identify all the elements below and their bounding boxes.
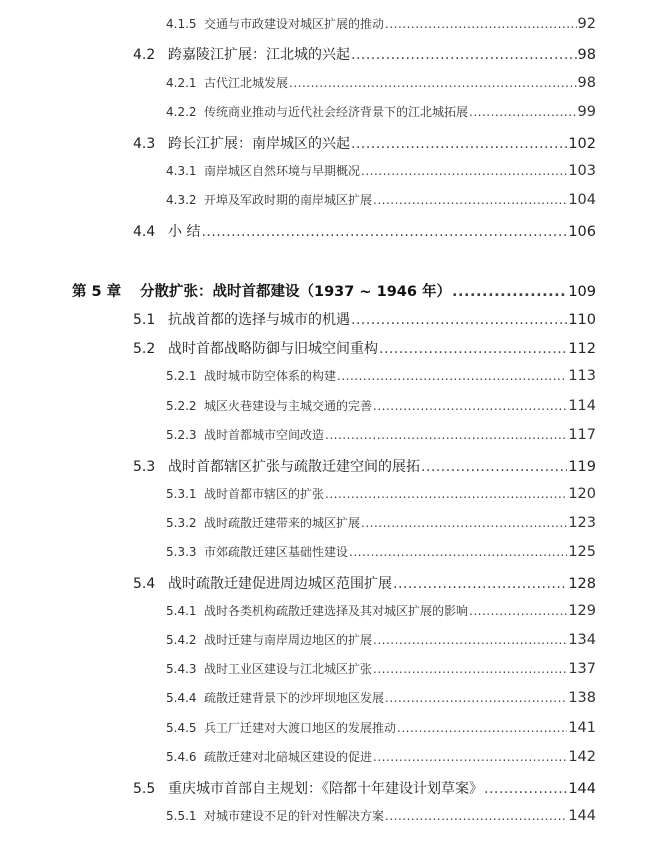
dot-leader <box>373 193 567 207</box>
toc-entry-title: 抗战首都的选择与城市的机遇 <box>168 312 350 328</box>
toc-page-number: 144 <box>568 808 596 824</box>
toc-entry-title: 战时首都辖区扩张与疏散迁建空间的展拓 <box>168 459 420 475</box>
dot-leader <box>484 781 567 797</box>
dot-leader <box>361 516 567 530</box>
toc-entry-number: 4.3 <box>133 136 156 152</box>
toc-entry-title: 跨长江扩展：南岸城区的兴起 <box>168 136 350 152</box>
toc-entry-number: 5.2.2 <box>166 399 197 413</box>
toc-page-number: 120 <box>568 486 596 502</box>
toc-subsection-entry <box>166 485 596 507</box>
toc-entry-title: 交通与市政建设对城区扩展的推动 <box>204 17 385 31</box>
toc-entry-title: 疏散迁建对北碚城区建设的促进 <box>204 750 373 764</box>
dot-leader <box>201 224 567 240</box>
dot-leader <box>397 721 567 735</box>
dot-leader <box>385 17 577 31</box>
dot-leader <box>351 47 577 63</box>
toc-entry-title: 战时首都市辖区的扩张 <box>204 487 325 501</box>
dot-leader <box>361 164 567 178</box>
toc-page-number: 102 <box>568 136 596 152</box>
toc-entry-number: 5.2.3 <box>166 428 197 442</box>
toc-page-number: 104 <box>568 192 596 208</box>
toc-section-entry <box>133 309 596 331</box>
toc-entry-number: 4.2.2 <box>166 105 197 119</box>
toc-entry-title: 古代江北城发展 <box>204 76 289 90</box>
toc-entry-title: 传统商业推动与近代社会经济背景下的江北城拓展 <box>204 105 469 119</box>
toc-entry-number: 5.5.1 <box>166 809 197 823</box>
toc-entry-number: 5.4.5 <box>166 721 197 735</box>
dot-leader <box>373 633 567 647</box>
toc-entry-title: 战时城市防空体系的构建 <box>204 369 337 383</box>
dot-leader <box>373 750 567 764</box>
toc-subsection-entry <box>166 660 596 682</box>
toc-subsection-entry <box>166 191 596 213</box>
toc-entry-number: 5.4 <box>133 576 156 592</box>
toc-entry-title: 战时迁建与南岸周边地区的扩展 <box>204 633 373 647</box>
toc-page-number: 119 <box>568 459 596 475</box>
dot-leader <box>393 576 567 592</box>
toc-section-entry <box>133 133 596 155</box>
toc-page-number: 128 <box>568 576 596 592</box>
toc-chapter-entry <box>72 280 596 302</box>
dot-leader <box>385 691 567 705</box>
toc-entry-title: 对城市建设不足的针对性解决方案 <box>204 809 385 823</box>
toc-entry-number: 5.3.3 <box>166 545 197 559</box>
toc-entry-number: 4.1.5 <box>166 17 197 31</box>
toc-subsection-entry <box>166 514 596 536</box>
dot-leader <box>337 369 567 383</box>
toc-page-number: 117 <box>568 427 596 443</box>
toc-entry-number: 5.3.2 <box>166 516 197 530</box>
toc-entry-title: 战时首都战略防御与旧城空间重构 <box>168 341 378 357</box>
toc-entry-number: 5.5 <box>133 781 156 797</box>
toc-page-number: 113 <box>568 368 596 384</box>
toc-subsection-entry <box>166 162 596 184</box>
toc-entry-title: 重庆城市首部自主规划：《陪都十年建设计划草案》 <box>168 781 483 797</box>
toc-subsection-entry <box>166 719 596 741</box>
toc-page-number: 99 <box>577 104 596 120</box>
dot-leader <box>385 809 567 823</box>
toc-page-number: 103 <box>568 163 596 179</box>
toc-section-entry <box>133 573 596 595</box>
toc-page-number: 137 <box>568 661 596 677</box>
toc-entry-title: 城区火巷建设与主城交通的完善 <box>204 399 373 413</box>
toc-section-entry <box>133 778 596 800</box>
dot-leader <box>289 76 577 90</box>
toc-entry-title: 战时工业区建设与江北城区扩张 <box>204 662 373 676</box>
toc-subsection-entry <box>166 543 596 565</box>
toc-entry-number: 4.2 <box>133 47 156 63</box>
toc-page-number: 141 <box>568 720 596 736</box>
dot-leader <box>325 428 567 442</box>
toc-subsection-entry <box>166 631 596 653</box>
toc-page-number: 98 <box>577 47 596 63</box>
dot-leader <box>421 459 567 475</box>
toc-subsection-entry <box>166 748 596 770</box>
toc-subsection-entry <box>166 367 596 389</box>
dot-leader <box>325 487 567 501</box>
toc-page-number: 138 <box>568 690 596 706</box>
toc-subsection-entry <box>166 103 596 125</box>
toc-entry-title: 战时各类机构疏散迁建选择及其对城区扩展的影响 <box>204 604 469 618</box>
toc-subsection-entry <box>166 807 596 829</box>
toc-page-number: 129 <box>568 603 596 619</box>
toc-entry-number: 5.3 <box>133 459 156 475</box>
toc-subsection-entry <box>166 602 596 624</box>
toc-entry-number: 5.1 <box>133 312 156 328</box>
toc-entry-title: 疏散迁建背景下的沙坪坝地区发展 <box>204 691 385 705</box>
dot-leader <box>351 136 567 152</box>
toc-page-number: 110 <box>568 312 596 328</box>
toc-page-number: 144 <box>568 781 596 797</box>
toc-entry-title: 战时疏散迁建促进周边城区范围扩展 <box>168 576 392 592</box>
toc-entry-title: 跨嘉陵江扩展：江北城的兴起 <box>168 47 350 63</box>
toc-entry-number: 5.4.3 <box>166 662 197 676</box>
dot-leader <box>373 662 567 676</box>
dot-leader <box>349 545 567 559</box>
dot-leader <box>373 399 567 413</box>
toc-entry-title: 小 结 <box>168 224 201 240</box>
toc-entry-number: 第 5 章 <box>72 284 122 300</box>
toc-entry-number: 4.2.1 <box>166 76 197 90</box>
toc-page-number: 98 <box>577 75 596 91</box>
toc-entry-number: 5.2.1 <box>166 369 197 383</box>
toc-section-entry <box>133 44 596 66</box>
toc-subsection-entry <box>166 74 596 96</box>
toc-section-entry <box>133 338 596 360</box>
toc-page-number: 114 <box>568 398 596 414</box>
toc-entry-number: 5.2 <box>133 341 156 357</box>
toc-entry-number: 5.3.1 <box>166 487 197 501</box>
toc-section-entry <box>133 221 596 243</box>
toc-entry-title: 南岸城区自然环境与早期概况 <box>204 164 361 178</box>
toc-entry-title: 兵工厂迁建对大渡口地区的发展推动 <box>204 721 397 735</box>
toc-entry-number: 4.3.1 <box>166 164 197 178</box>
dot-leader <box>469 604 567 618</box>
toc-entry-number: 5.4.6 <box>166 750 197 764</box>
toc-entry-title: 开埠及军政时期的南岸城区扩展 <box>204 193 373 207</box>
toc-entry-number: 4.4 <box>133 224 156 240</box>
toc-entry-number: 5.4.4 <box>166 691 197 705</box>
toc-page-number: 92 <box>577 16 596 32</box>
toc-page-number: 109 <box>568 284 596 300</box>
toc-page-number: 142 <box>568 749 596 765</box>
toc-page-number: 125 <box>568 544 596 560</box>
toc-page-number: 123 <box>568 515 596 531</box>
dot-leader <box>351 312 567 328</box>
toc-page-number: 106 <box>568 224 596 240</box>
toc-entry-title: 市郊疏散迁建区基础性建设 <box>204 545 349 559</box>
dot-leader <box>452 284 567 300</box>
toc-subsection-entry <box>166 397 596 419</box>
toc-section-entry <box>133 456 596 478</box>
toc-entry-title: 战时首都城市空间改造 <box>204 428 325 442</box>
toc-page-number: 134 <box>568 632 596 648</box>
toc-subsection-entry <box>166 15 596 37</box>
toc-subsection-entry <box>166 426 596 448</box>
dot-leader <box>379 341 567 357</box>
toc-entry-number: 5.4.2 <box>166 633 197 647</box>
toc-page-number: 112 <box>568 341 596 357</box>
toc-entry-title: 分散扩张：战时首都建设（1937 ~ 1946 年） <box>140 284 452 300</box>
toc-entry-title: 战时疏散迁建带来的城区扩展 <box>204 516 361 530</box>
toc-entry-number: 5.4.1 <box>166 604 197 618</box>
dot-leader <box>469 105 577 119</box>
toc-subsection-entry <box>166 689 596 711</box>
toc-entry-number: 4.3.2 <box>166 193 197 207</box>
